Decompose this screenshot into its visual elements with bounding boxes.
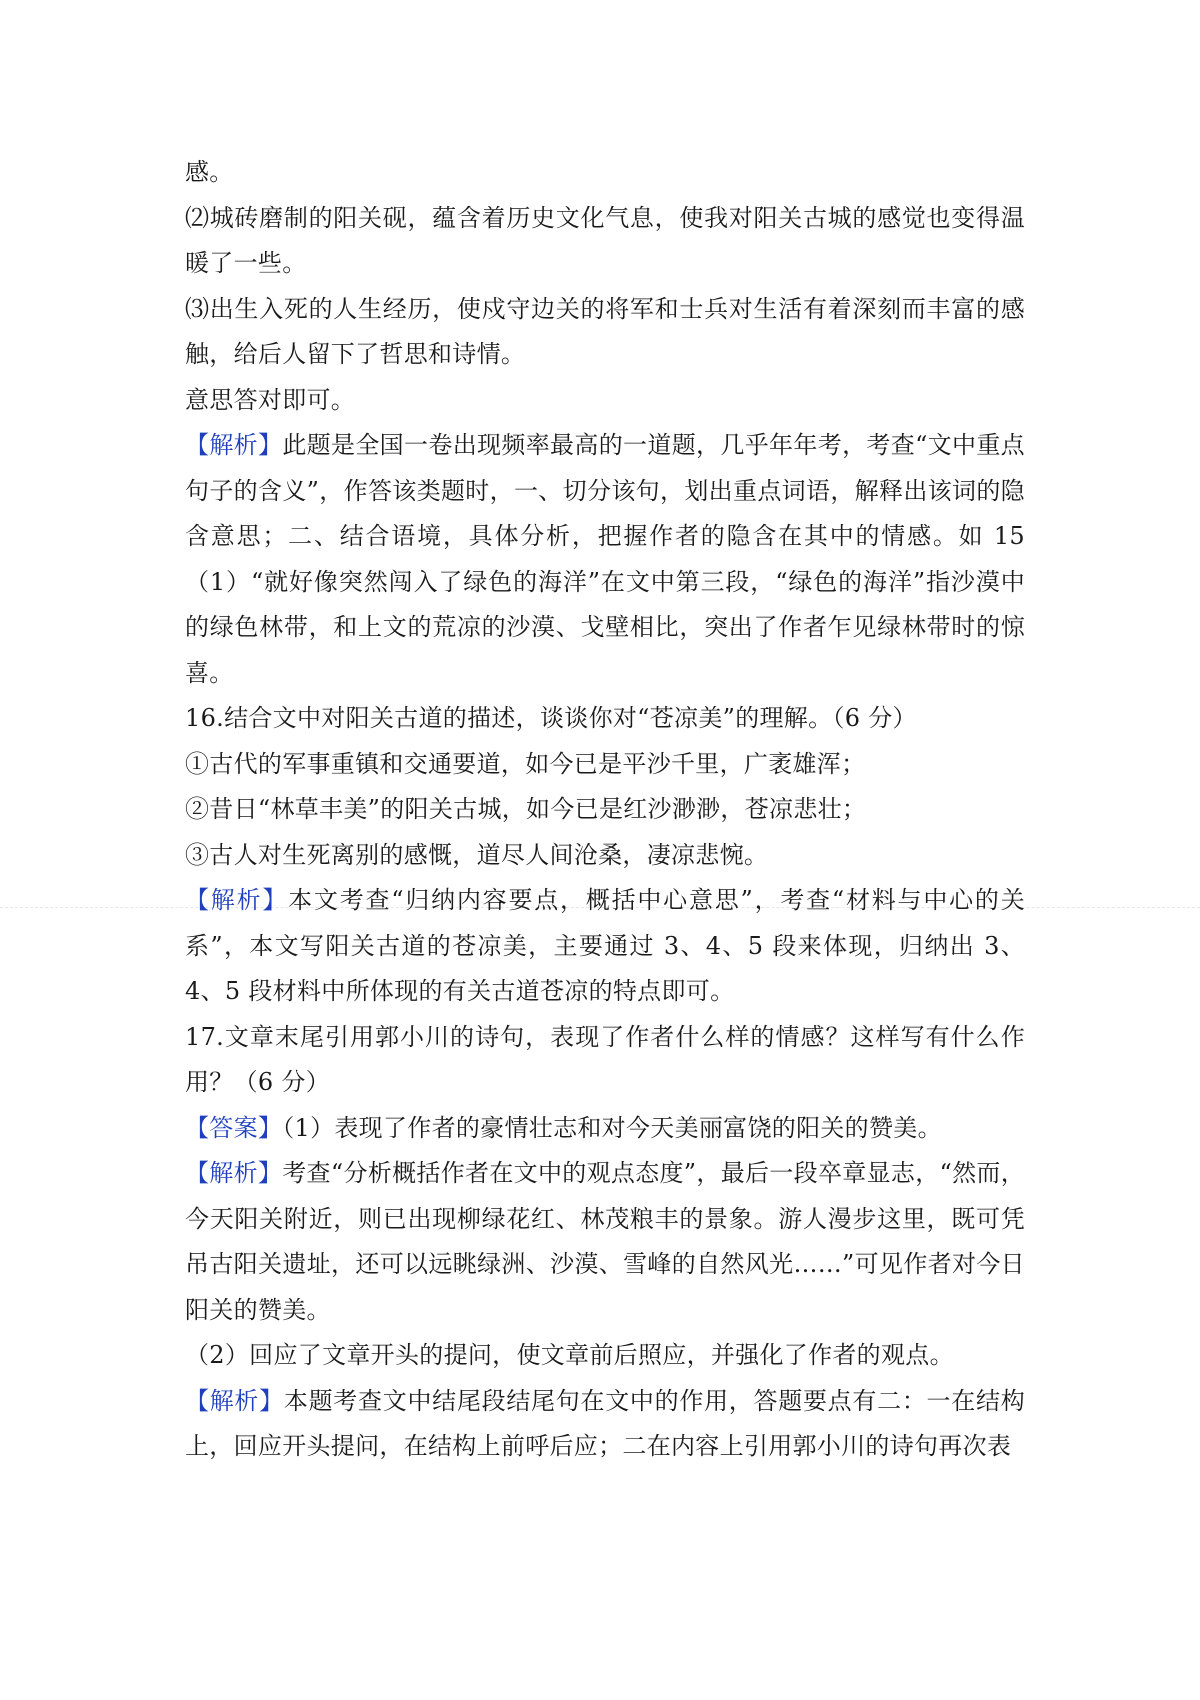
paragraph-text: ①古代的军事重镇和交通要道，如今已是平沙千里，广袤雄浑； [185,749,866,778]
section-tag: 【解析】 [185,1386,284,1415]
paragraph-text: ⑵城砖磨制的阳关砚，蕴含着历史文化气息，使我对阳关古城的感觉也变得温暖了一些。 [185,203,1025,277]
section-tag: 【解析】 [185,886,289,914]
paragraph-text: 17.文章末尾引用郭小川的诗句，表现了作者什么样的情感？这样写有什么作用？（6 分） [185,1022,1025,1096]
paragraph-text: 感。 [185,158,234,186]
section-tag: 【解析】 [185,1159,283,1187]
labeled-paragraph [185,1379,1025,1470]
paragraph-text: 意思答对即可。 [185,385,356,414]
paragraph-text: （1）表现了作者的豪情壮志和对今天美丽富饶的阳关的赞美。 [282,1113,942,1142]
paragraph-text: 16.结合文中对阳关古道的描述，谈谈你对“苍凉美”的理解。（6 分） [185,704,917,732]
document-body [185,150,1025,1470]
paragraph [185,287,1025,378]
labeled-paragraph [185,1106,1025,1152]
paragraph [185,196,1025,287]
section-tag: 【解析】 [185,431,283,459]
labeled-paragraph [185,1151,1025,1333]
paragraph-text: 本题考查文中结尾段结尾句在文中的作用，答题要点有二：一在结构上，回应开头提问，在结构上前呼后应；二在内容上引用郭小川的诗句再次表 [185,1386,1025,1460]
paragraph [185,1015,1025,1106]
paragraph-text: 考查“分析概括作者在文中的观点态度”，最后一段卒章显志，“然而，今天阳关附近，则已出现柳绿花红、林茂粮丰的景象。游人漫步这里，既可凭吊古阳关遗址，还可以远眺绿洲、沙漠、雪峰的自然风光……”可见作者对今日阳关的赞美。 [185,1159,1026,1324]
paragraph-text: ③古人对生死离别的感慨，道尽人间沧桑，凄凉悲惋。 [185,840,769,869]
paragraph [185,833,1025,879]
paragraph [185,696,1025,742]
section-tag: 【答案】 [185,1113,283,1142]
paragraph [185,787,1025,833]
paragraph-text: （2）回应了文章开头的提问，使文章前后照应，并强化了作者的观点。 [185,1341,954,1369]
paragraph [185,150,1025,196]
labeled-paragraph [185,423,1025,696]
paragraph-text: 本文考查“归纳内容要点，概括中心意思”，考查“材料与中心的关系”，本文写阳关古道的苍凉美，主要通过 3、4、5 段来体现，归纳出 3、4、5 段材料中所体现的有关古道苍凉的特点即可。 [185,886,1025,1005]
paragraph-text: ⑶出生入死的人生经历，使戍守边关的将军和士兵对生活有着深刻而丰富的感触，给后人留下了哲思和诗情。 [185,294,1025,368]
paragraph [185,742,1025,788]
paragraph [185,1333,1025,1379]
labeled-paragraph [185,878,1025,1015]
paragraph-text: 此题是全国一卷出现频率最高的一道题，几乎年年考，考查“文中重点句子的含义”，作答该类题时，一、切分该句，划出重点词语，解释出该词的隐含意思；二、结合语境，具体分析，把握作者的隐含在其中的情感。如 15（1）“就好像突然闯入了绿色的海洋”在文中第三段，“绿色的海洋”指沙漠中的绿色林带，和上文的荒凉的沙漠、戈壁相比，突出了作者乍见绿林带时的惊喜。 [185,431,1025,687]
paragraph-text: ②昔日“林草丰美”的阳关古城，如今已是红沙渺渺，苍凉悲壮； [185,795,867,823]
paragraph [185,378,1025,424]
